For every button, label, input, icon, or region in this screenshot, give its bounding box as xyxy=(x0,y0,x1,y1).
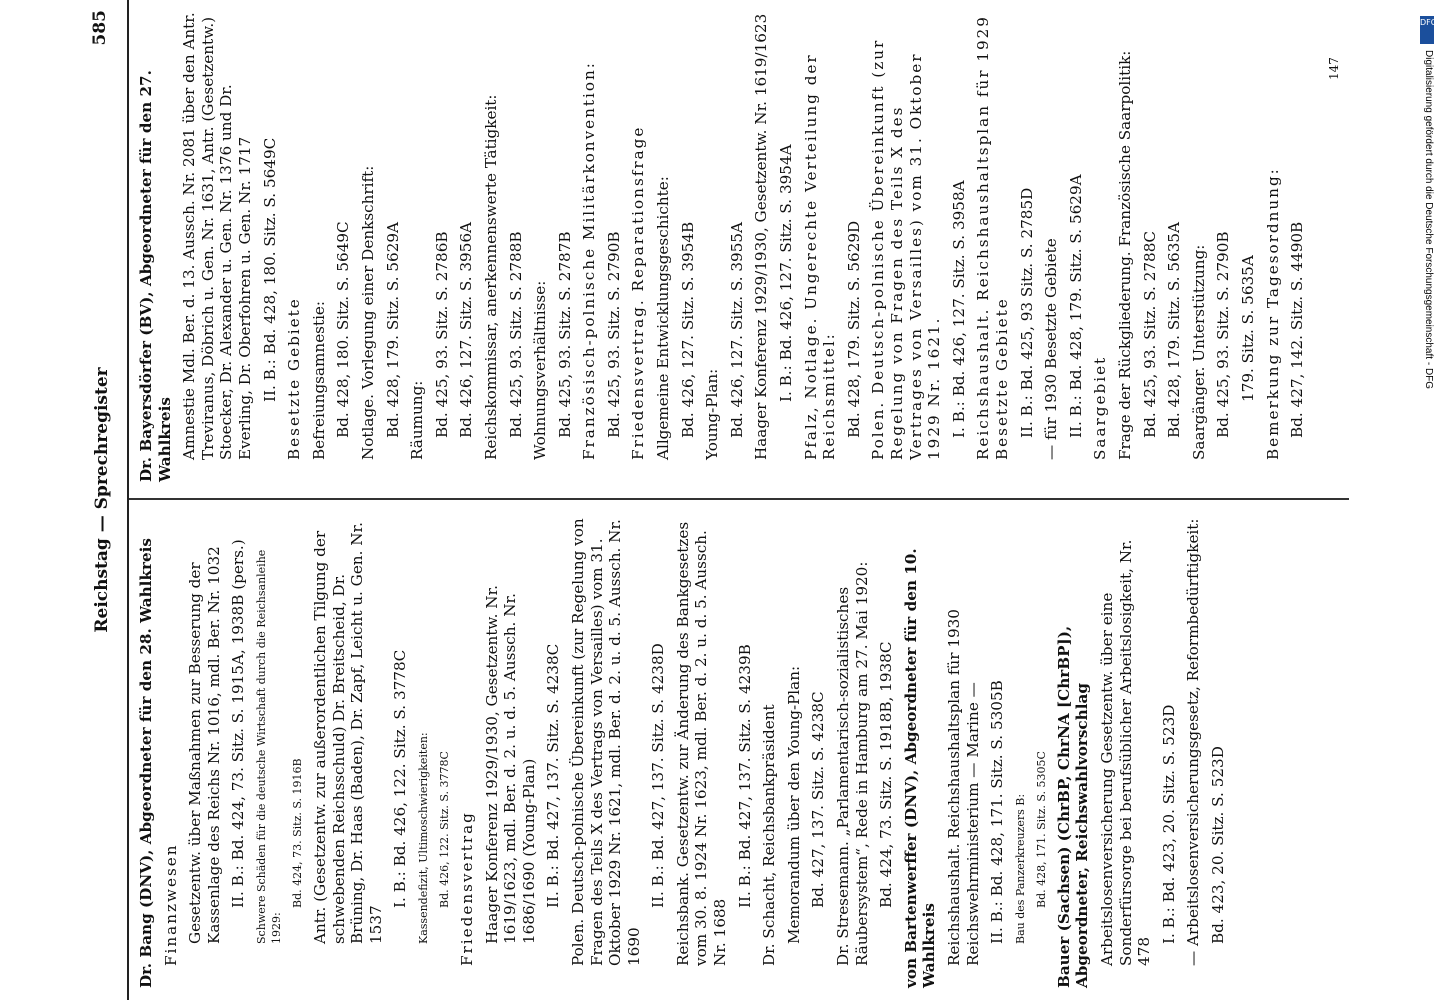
register-entry: II. B.: Bd. 428, 180. Sitz. S. 5649C xyxy=(260,137,279,402)
register-entry: Saargänger. Unterstützung: xyxy=(1189,244,1208,460)
register-entry: Gesetzentw. über Maßnahmen zur Besserung der Kassenlage des Reichs Nr. 1016, mdl. Ber. Nr. 1032 xyxy=(186,546,223,944)
register-entry: Antr. (Gesetzentw. zur außerordentlichen Tilgung der schwebenden Reichsschuld) Dr. Breitscheid, Dr. Brüning, Dr. Haas (Baden), Dr. Zapf, Leicht u. Gen. Nr. 1537 xyxy=(310,522,385,944)
register-entry: Bd. 425, 93. Sitz. S. 2790B xyxy=(1214,231,1233,438)
register-entry: — für 1930 Besetzte Gebiete xyxy=(1042,238,1061,460)
register-entry: Befreiungsamnestie: xyxy=(309,300,328,460)
register-entry: Bd. 425, 93. Sitz. S. 2787B xyxy=(555,231,574,438)
register-entry: Wohnungsverhältnisse: xyxy=(531,280,550,460)
register-entry: Amnestie Mdl. Ber. d. 13. Aussch. Nr. 2081 über den Antr. Treviranus, Döbrich u. Gen. Nr. 1631, Antr. (Gesetzentw.) Stoecker, Dr. Alexander u. Gen. Nr. 1376 und Dr. Everling, Dr. Oberfohren u. Gen. Nr. 1717 xyxy=(180,12,254,460)
register-entry: Bd. 428, 179. Sitz. S. 5629A xyxy=(383,222,402,438)
register-entry: Bd. 423, 20. Sitz. S. 523D xyxy=(1208,746,1227,944)
register-entry: Notlage. Vorlegung einer Denkschrift: xyxy=(358,165,377,460)
register-entry: I. B.: Bd. 426, 127. Sitz. S. 3954A xyxy=(777,144,796,402)
register-entry: I. B.: Bd. 426, 122. Sitz. S. 3778C xyxy=(391,649,410,908)
register-entry: Bd. 428, 171. Sitz. S. 5305C xyxy=(1034,751,1048,908)
register-entry: Bemerkung zur Tagesordnung: xyxy=(1263,167,1282,460)
register-entry: Reichskommissar, anerkennenswerte Tätigkeit: xyxy=(481,94,500,460)
register-entry: Bd. 428, 179. Sitz. S. 5629D xyxy=(844,220,863,438)
column-divider xyxy=(129,498,1349,500)
register-entry: Bd. 424, 73. Sitz. S. 1918B, 1938C xyxy=(877,641,896,908)
register-entry: Allgemeine Entwicklungsgeschichte: xyxy=(654,176,673,460)
register-entry: II. B.: Bd. 427, 137. Sitz. S. 4239B xyxy=(735,644,754,908)
register-entry: Reichshaushalt. Reichshaushaltsplan für 1929 Besetzte Gebiete xyxy=(974,15,1011,460)
left-column xyxy=(137,518,1234,988)
register-entry: Pfalz, Notlage. Ungerechte Verteilung der Reichsmittel: xyxy=(801,53,839,460)
register-entry: Bd. 425, 93. Sitz. S. 2786B xyxy=(432,231,451,438)
register-entry: Dr. Bang (DNV), Abgeordneter für den 28. Wahlkreis xyxy=(137,538,155,988)
register-entry: Bd. 427, 142. Sitz. S. 4490B xyxy=(1288,221,1307,438)
dfg-logo: DFG xyxy=(1420,16,1434,44)
register-entry: Bd. 428, 180. Sitz. S. 5649C xyxy=(334,221,353,438)
register-entry: Bau des Panzerkreuzers B: xyxy=(1013,793,1027,944)
register-entry: Polen. Deutsch-polnische Übereinkunft (zur Regelung von Fragen des Teils X des Vertrages von Versailles) vom 31. Oktober 1929 Nr. 1621. xyxy=(869,38,944,460)
register-entry: Frage der Rückgliederung. Französische Saarpolitik: xyxy=(1115,50,1134,460)
register-page xyxy=(85,0,1395,1000)
register-entry: II. B.: Bd. 428, 179. Sitz. S. 5629A xyxy=(1066,174,1085,438)
right-column xyxy=(137,12,1313,482)
register-entry: von Bartenwerffer (DNV), Abgeordneter für den 10. Wahlkreis xyxy=(901,548,939,988)
register-entry: II. B.: Bd. 428, 171. Sitz. S. 5305B xyxy=(988,680,1007,944)
register-entry: Haager Konferenz 1929/1930, Gesetzentw. Nr. 1619/1623 xyxy=(752,13,771,460)
register-entry: Haager Konferenz 1929/1930, Gesetzentw. Nr. 1619/1623, mdl. Ber. d. 2. u. d. 5. Aussch. Nr. 1686/1690 (Young-Plan) xyxy=(482,585,538,944)
register-entry: Finanzwesen xyxy=(161,843,180,966)
register-entry: Bd. 425, 93. Sitz. S. 2788B xyxy=(506,231,525,438)
register-entry: Bd. 425, 93. Sitz. S. 2790B xyxy=(604,231,623,438)
register-entry: Dr. Stresemann. „Parlamentarisch-sozialistisches Räubersystem“, Rede in Hamburg am 27. Mai 1920: xyxy=(834,561,871,966)
register-entry: Bd. 426, 127. Sitz. S. 3955A xyxy=(727,222,746,438)
register-entry: Friedensvertrag xyxy=(457,811,476,966)
page-header xyxy=(85,0,129,1000)
register-entry: Bd. 424, 73. Sitz. S. 1916B xyxy=(290,758,304,908)
register-entry: 179. Sitz. S. 5635A xyxy=(1238,255,1257,402)
register-entry: Polen. Deutsch-polnische Übereinkunft (zur Regelung von Fragen des Teils X des Vertrags von Versailles) vom 31. Oktober 1929 Nr. 1621, mdl. Ber. d. 2. u. d. 5. Aussch. Nr. 1690 xyxy=(568,518,643,966)
register-entry: Französisch-polnische Militärkonvention: xyxy=(580,61,599,460)
register-entry: II. B.: Bd. 424, 73. Sitz. S. 1915A, 1938B (pers.) xyxy=(229,539,248,908)
register-entry: Reichshaushalt. Reichshaushaltsplan für 1930 Reichswehrministerium — Marine — xyxy=(945,609,982,966)
page-number: 585 xyxy=(90,10,110,46)
register-entry: Schwere Schäden für die deutsche Wirtschaft durch die Reichsanleihe 1929: xyxy=(254,549,283,944)
register-entry: Memorandum über den Young-Plan: xyxy=(784,665,803,944)
register-entry: Bd. 428, 179. Sitz. S. 5635A xyxy=(1165,222,1184,438)
register-entry: II. B.: Bd. 427, 137. Sitz. S. 4238C xyxy=(544,643,563,908)
register-entry: Kassendefizit, Ultimoschwierigkeiten: xyxy=(416,732,430,944)
register-entry: Arbeitslosenversicherung Gesetzentw. über eine Sonderfürsorge bei berufsüblicher Arbeitslosigkeit, Nr. 478 xyxy=(1097,539,1154,966)
register-entry: — Arbeitslosenversicherungsgesetz, Reformbedürftigkeit: xyxy=(1184,518,1203,966)
register-entry: Young-Plan: xyxy=(703,368,722,460)
register-entry: Bd. 427, 137. Sitz. S. 4238C xyxy=(809,691,828,908)
register-entry: Räumung: xyxy=(408,380,427,460)
register-entry: Besetzte Gebiete xyxy=(285,297,304,460)
register-entry: Bd. 426, 127. Sitz. S. 3954B xyxy=(678,221,697,438)
register-entry: Dr. Schacht, Reichsbankpräsident xyxy=(760,704,779,966)
footer-number: 147 xyxy=(1327,57,1341,80)
register-entry: Bd. 425, 93. Sitz. S. 2788C xyxy=(1140,231,1159,438)
register-entry: Bd. 426, 122. Sitz. S. 3778C xyxy=(437,751,451,908)
register-entry: II. B.: Bd. 427, 137. Sitz. S. 4238D xyxy=(649,643,668,908)
attribution-text: Digitalisierung gefördert durch die Deutsche Forschungsgemeinschaft - DFG xyxy=(1423,50,1434,390)
register-entry: Friedensvertrag. Reparationsfrage xyxy=(629,125,648,460)
register-entry: Dr. Bayersdörfer (BV), Abgeordneter für den 27. Wahlkreis xyxy=(137,70,174,482)
attribution-sidebar xyxy=(1418,10,1438,990)
page-title: Reichstag — Sprechregister xyxy=(92,367,112,633)
register-entry: Reichsbank. Gesetzentw. zur Änderung des Bankgesetzes vom 30. 8. 1924 Nr. 1623, mdl. Ber. d. 2. u. d. 5. Aussch. Nr. 1688 xyxy=(673,521,730,966)
register-entry: Bauer (Sachsen) (ChrBP, ChrNA [ChrBP]), Abgeordneter, Reichswahlvorschlag xyxy=(1054,625,1092,988)
register-entry: Bd. 426, 127. Sitz. S. 3956A xyxy=(457,222,476,438)
register-entry: I. B.: Bd. 426, 127. Sitz. S. 3958A xyxy=(949,180,968,438)
register-entry: II. B.: Bd. 425, 93 Sitz. S. 2785D xyxy=(1017,187,1036,438)
register-entry: Saargebiet xyxy=(1091,355,1110,460)
register-entry: I. B.: Bd. 423, 20. Sitz. S. 523D xyxy=(1159,704,1178,944)
